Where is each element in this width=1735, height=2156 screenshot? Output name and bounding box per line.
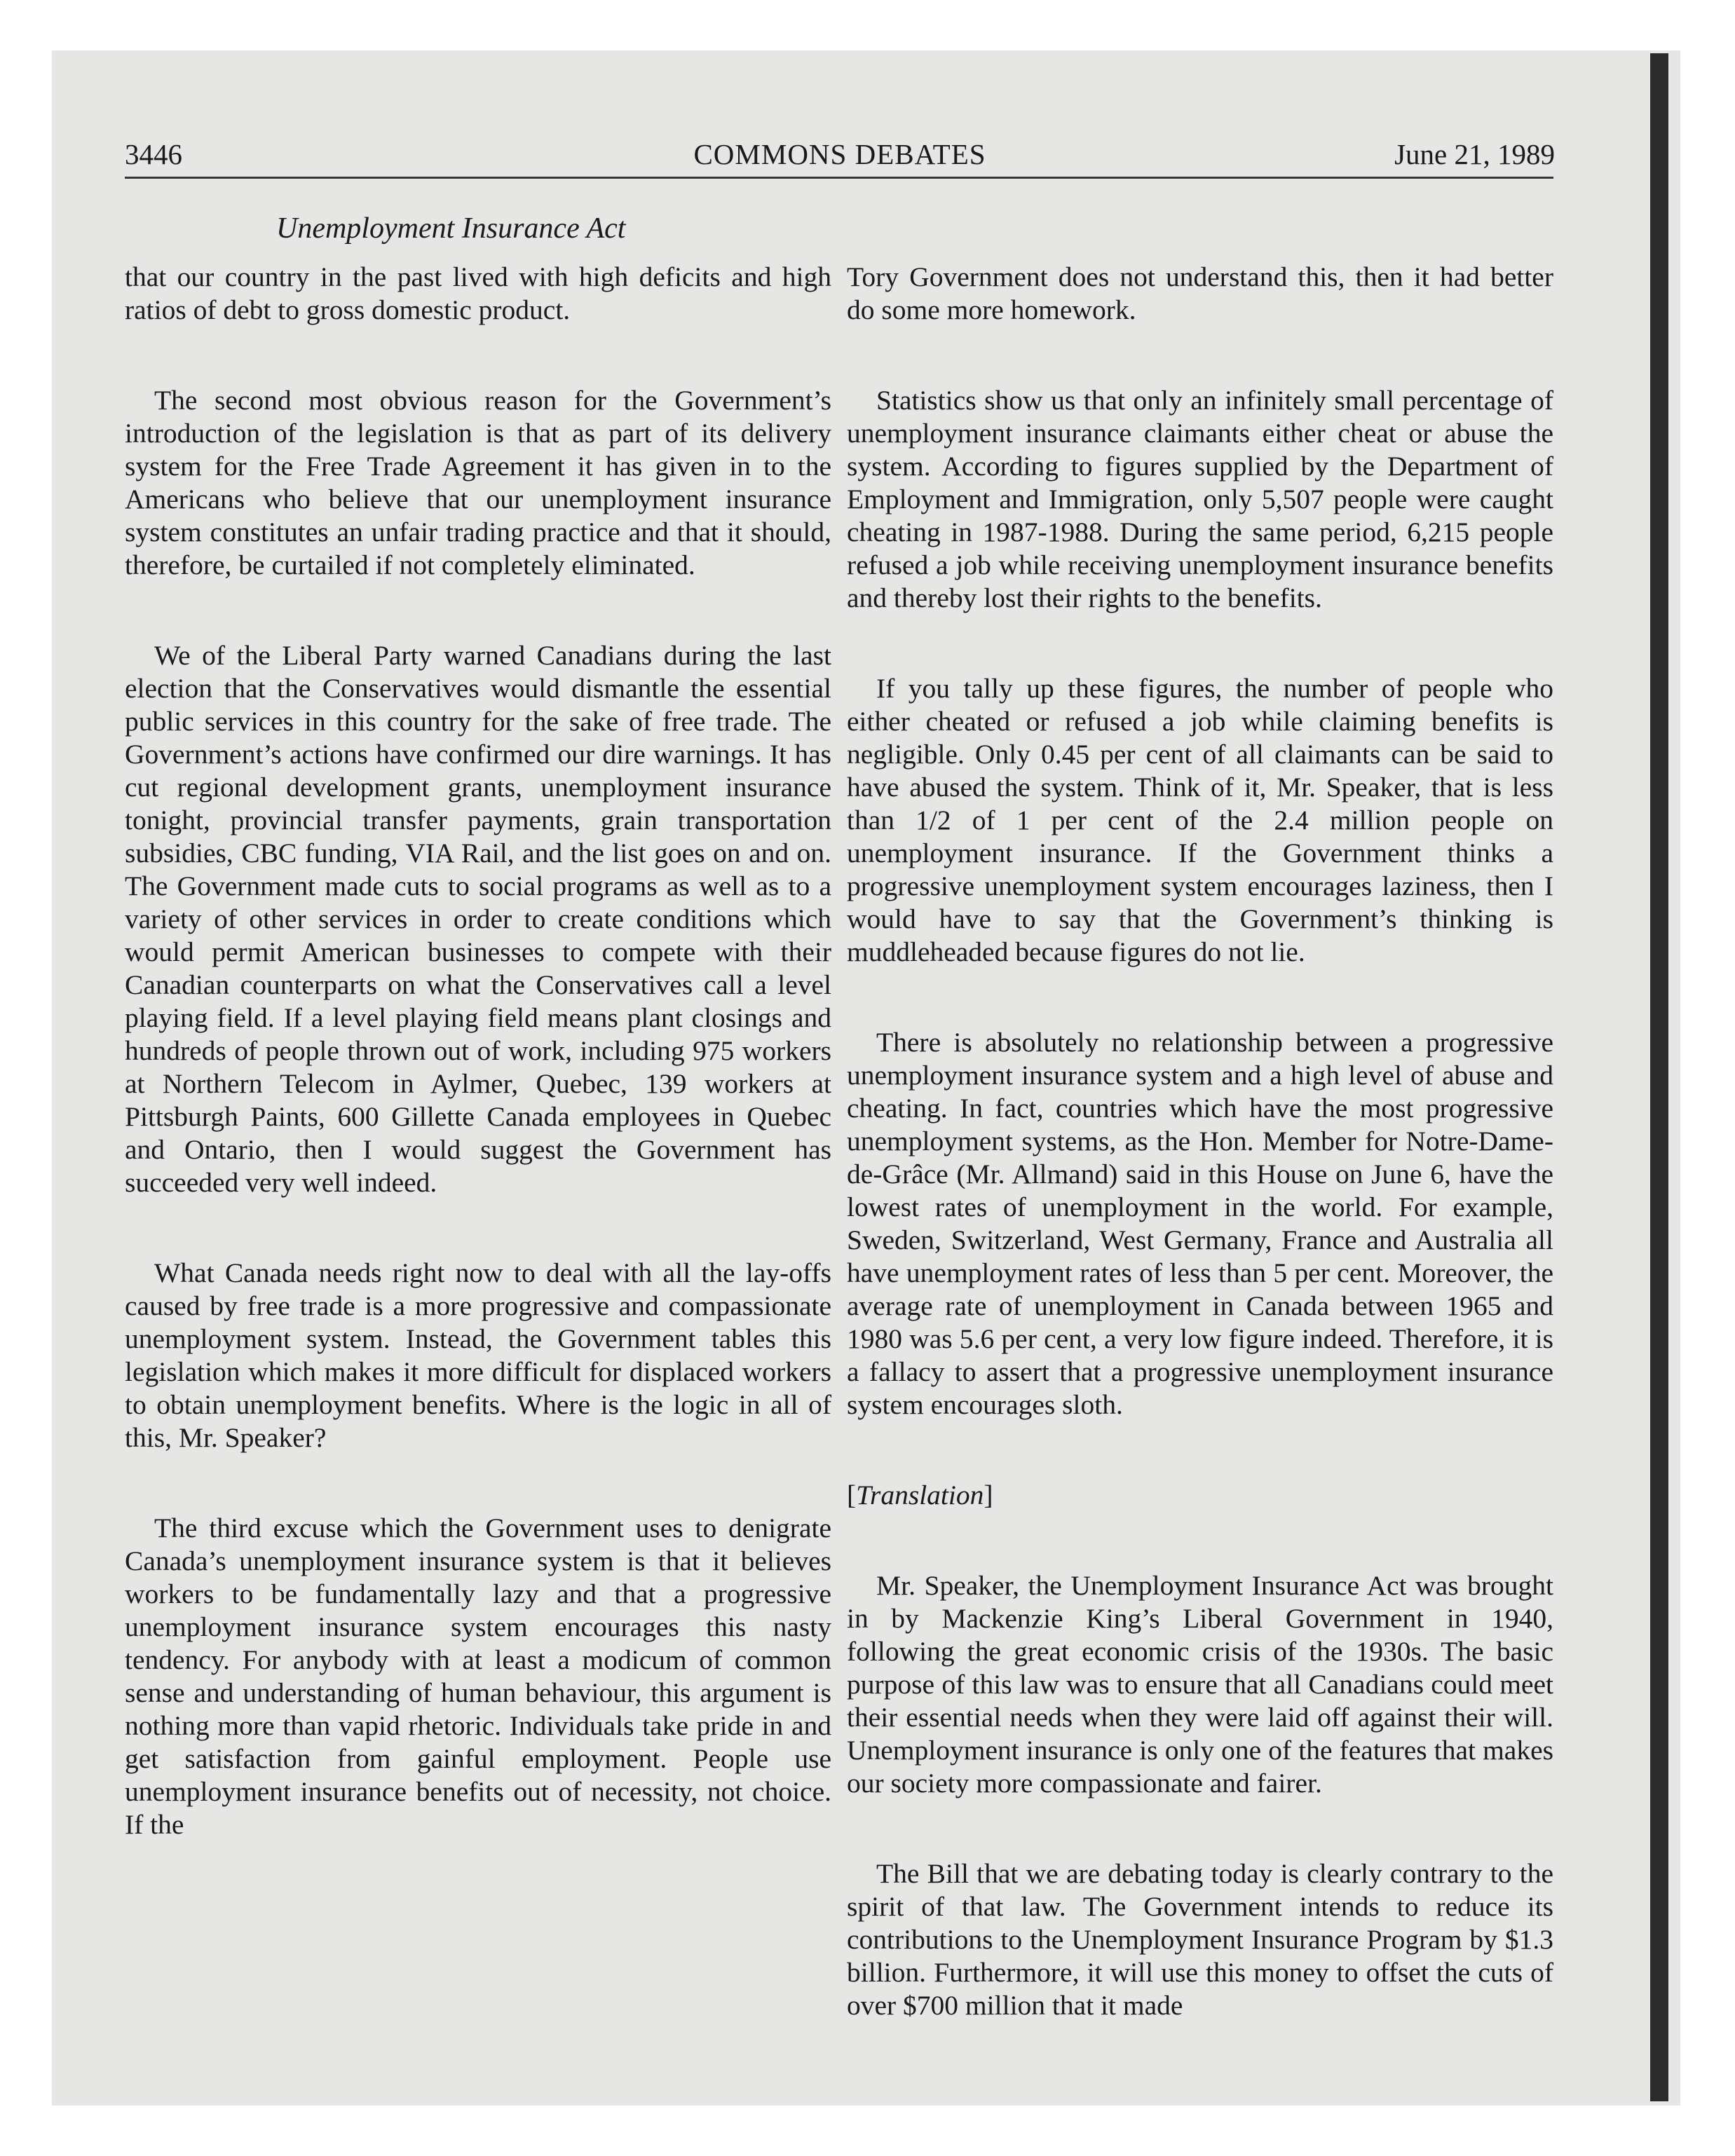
translation-bracket-open: [ xyxy=(847,1480,857,1510)
paragraph: If you tally up these figures, the number of people who either cheated or refused a job while claiming benefits is negligible. Only 0.45 per cent of all claimants can be said to have abused the system. Think of it, Mr. Speaker, that is less than 1/2 of 1 per cent of the 2.4 million people on unemployment insurance. If the Government thinks a progressive unemployment system encourages laziness, then I would have to say that the Government’s thinking is muddleheaded because figures do not lie. xyxy=(847,673,1553,967)
paragraph: The third excuse which the Government uses to denigrate Canada’s unemployment insurance system is that it believes workers to be fundamentally lazy and that a progressive unemployment insurance system encourages this nasty tendency. For anybody with at least a modicum of common sense and understanding of human behaviour, this argument is nothing more than vapid rhetoric. Individuals take pride in and get satisfaction from gainful employment. People use unemployment insurance benefits out of necessity, not choice. If the xyxy=(125,1513,831,1840)
right-column xyxy=(847,261,1553,2022)
paragraph: Statistics show us that only an infinitely small percentage of unemployment insurance claimants either cheat or abuse the system. According to figures supplied by the Department of Employment and Immigration, only 5,507 people were caught cheating in 1987-1988. During the same period, 6,215 people refused a job while receiving unemployment insurance benefits and thereby lost their rights to the benefits. xyxy=(847,385,1553,613)
paragraph: We of the Liberal Party warned Canadians during the last election that the Conservatives would dismantle the essential public services in this country for the sake of free trade. The Government’s actions have confirmed our dire warnings. It has cut regional development grants, unemployment insurance tonight, provincial transfer payments, grain transportation subsidies, CBC funding, VIA Rail, and the list goes on and on. The Government made cuts to social programs as well as to a variety of other services in order to create conditions which would permit American businesses to compete with their Canadian counterparts on what the Conservatives call a level playing field. If a level playing field means plant closings and hundreds of people thrown out of work, including 975 workers at Northern Telecom in Aylmer, Quebec, 139 workers at Pittsburgh Paints, 600 Gillette Canada employees in Quebec and Ontario, then I would suggest the Government has succeeded very well indeed. xyxy=(125,640,831,1198)
paragraph: The Bill that we are debating today is clearly contrary to the spirit of that law. The Government intends to reduce its contributions to the Unemployment Insurance Program by $1.3 billion. Furthermore, it will use this money to offset the cuts of over $700 million that it made xyxy=(847,1858,1553,2021)
paragraph: Mr. Speaker, the Unemployment Insurance Act was brought in by Mackenzie King’s Liberal Government in 1940, following the great economic crisis of the 1930s. The basic purpose of this law was to ensure that all Canadians could meet their essential needs when they were laid off against their will. Unemployment insurance is only one of the features that makes our society more compassionate and fairer. xyxy=(847,1570,1553,1799)
translation-bracket-close: ] xyxy=(984,1480,993,1510)
paragraph: The second most obvious reason for the Government’s introduction of the legislation is that as part of its delivery system for the Free Trade Agreement it has given in to the Americans who believe that our unemployment insurance system constitutes an unfair trading practice and that it should, therefore, be curtailed if not completely eliminated. xyxy=(125,385,831,580)
scan-edge-shadow xyxy=(1650,53,1668,2101)
journal-title: COMMONS DEBATES xyxy=(693,138,986,170)
section-title: Unemployment Insurance Act xyxy=(276,212,626,245)
paragraph: Tory Government does not understand this, then it had better do some more homework. xyxy=(847,261,1553,325)
issue-date: June 21, 1989 xyxy=(1394,138,1555,170)
paragraph: There is absolutely no relationship between a progressive unemployment insurance system and a high level of abuse and cheating. In fact, countries which have the most progressive unemployment systems, as the Hon. Member for Notre-Dame-de-Grâce (Mr. Allmand) said in this House on June 6, have the lowest rates of unemployment in the world. For example, Sweden, Switzerland, West Germany, France and Australia all have unemployment rates of less than 5 per cent. Moreover, the average rate of unemployment in Canada between 1965 and 1980 was 5.6 per cent, a very low figure indeed. Therefore, it is a fallacy to assert that a progressive unemployment insurance system encourages sloth. xyxy=(847,1027,1553,1420)
running-head xyxy=(125,137,1555,177)
page-number: 3446 xyxy=(125,138,182,170)
translation-marker xyxy=(847,1479,1553,1512)
translation-label: Translation xyxy=(856,1480,984,1510)
paragraph: that our country in the past lived with high deficits and high ratios of debt to gross domestic product. xyxy=(125,261,831,325)
header-rule xyxy=(125,177,1553,179)
paragraph: What Canada needs right now to deal with all the lay-offs caused by free trade is a more progressive and compassionate unemployment system. Instead, the Government tables this legislation which makes it more difficult for displaced workers to obtain unemployment benefits. Where is the logic in all of this, Mr. Speaker? xyxy=(125,1257,831,1453)
left-column xyxy=(125,261,831,1841)
